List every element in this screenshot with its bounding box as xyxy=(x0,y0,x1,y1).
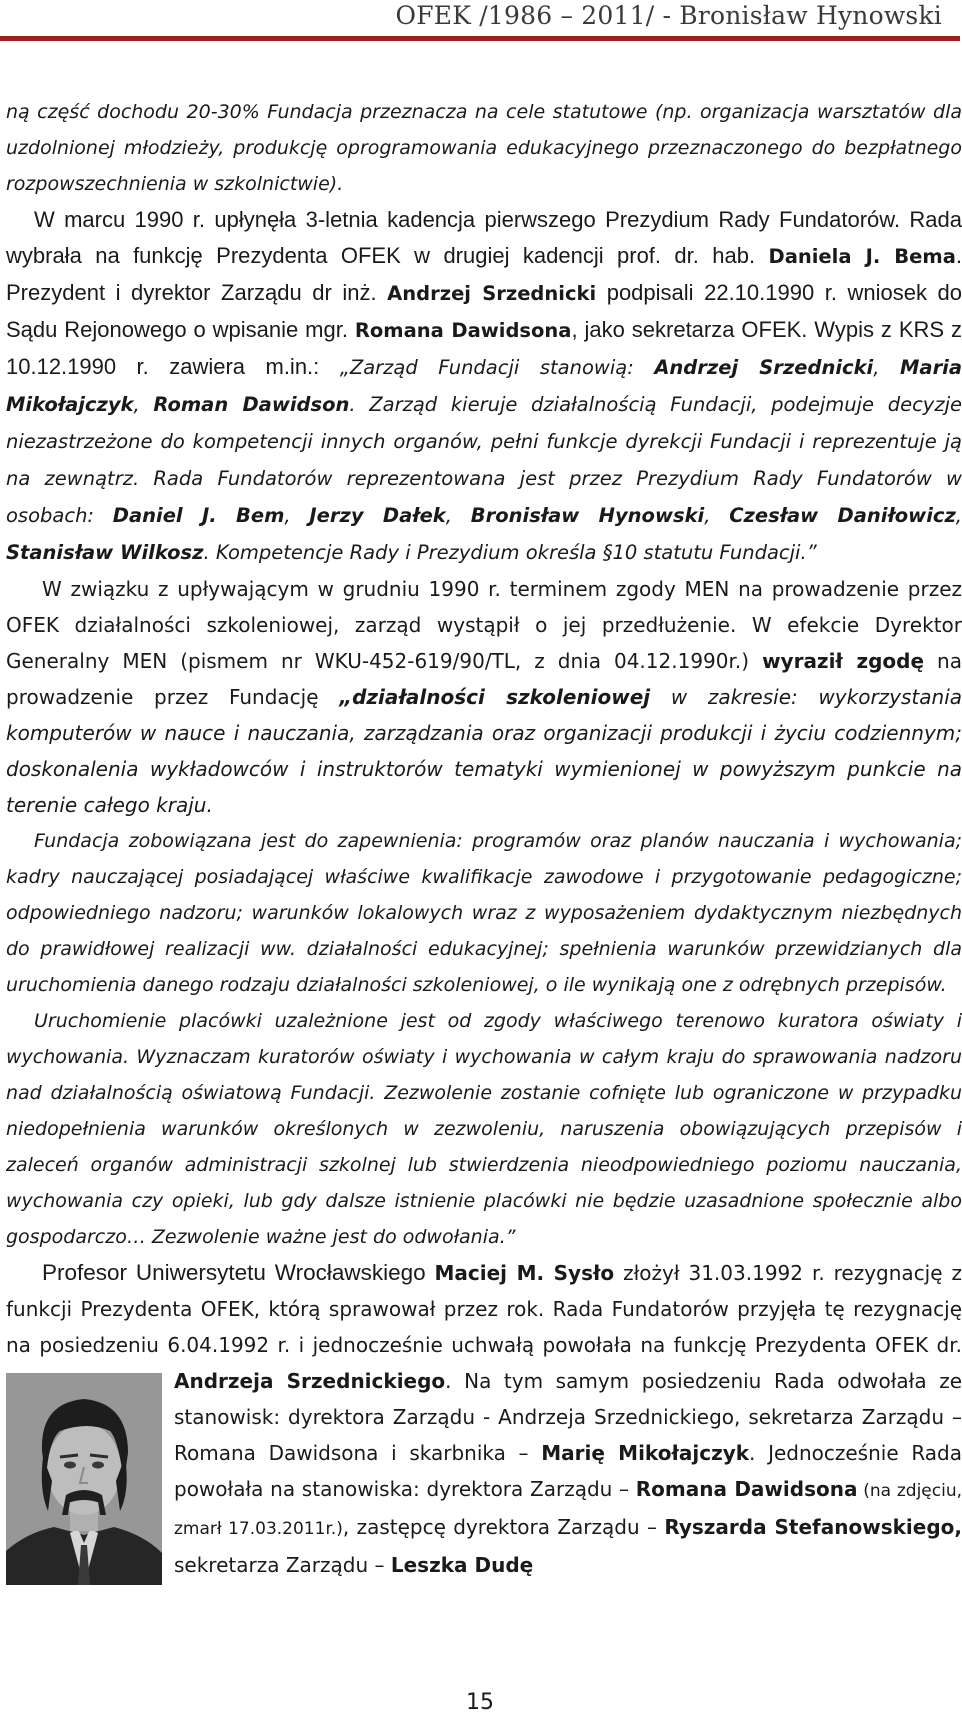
portrait-photo-image xyxy=(6,1373,162,1585)
p2-name-hynowski: Bronisław Hynowski xyxy=(470,504,705,527)
p4-text: Fundacja zobowiązana jest do zapewnienia: programów oraz planów nauczania i wychowania; kadry nauczającej posiadającej właściwe kwalifikacje zawodowe i przygotowanie pedagogiczne; odpowiedniego nadzoru; warunków lokalowych wraz z wyposażeniem dydaktycznym niezbędnych do prawidłowej realizacji ww. działalności edukacyjnej; spełnienia warunków przewidzianych dla uruchomienia danego rodzaju działalności szkoleniowej, o ile wynikają one z odrębnych przepisów. xyxy=(6,830,962,996)
p2-name-srzednicki-2: Andrzej Srzednicki xyxy=(654,356,874,379)
page-body xyxy=(6,94,962,1589)
p2-name-dawidson: Romana Dawidsona xyxy=(354,319,572,342)
p2-text-a: W marcu 1990 r. upłynęła 3-letnia kadencja pierwszego Prezydium Rady Fundatorów. Rada wybrała na funkcję Prezydenta OFEK w drugiej kadencji prof. dr. hab. xyxy=(6,207,962,268)
p6-text-j: , zastępcę dyrektora Zarządu – xyxy=(342,1515,665,1539)
p2-name-wilkosz: Stanisław Wilkosz xyxy=(6,541,204,564)
p6-text-c: złożył 31.03.1992 r. rezygnację z funkcji Prezydenta OFEK, którą sprawował przez rok. Rada Fundatorów przyjęła tę rezygnację na posiedzeniu 6.04.1992 r. i jednocześnie uchwałą powołała na funkcję Prezydenta OFEK dr. xyxy=(6,1261,962,1357)
p6-text-l: sekretarza Zarządu – xyxy=(174,1553,391,1577)
p6-name-srzednicki: Andrzeja Srzednickiego xyxy=(174,1369,446,1393)
p2-name-dalek: Jerzy Dałek xyxy=(309,504,446,527)
p2-name-bem: Daniela J. Bema xyxy=(768,245,956,268)
p2-text-n: . Zarząd kieruje działalnością Fundacji, podejmuje decyzje niezastrzeżone do kompetencji innych organów, pełni funkcje dyrekcji Fundacji i reprezentuje ją na zewnątrz. Rada Fundatorów reprezentowana jest przez Prezydium Rady Fundatorów w osobach: xyxy=(6,393,962,527)
p2-sep-3: , xyxy=(284,504,310,527)
running-header xyxy=(0,0,960,40)
p2-text-x: . Kompetencje Rady i Prezydium określa §10 statutu Fundacji.” xyxy=(203,541,817,564)
p6-name-duda: Leszka Dudę xyxy=(390,1553,534,1577)
p2-sep-2: , xyxy=(133,393,154,416)
p3-text-a: W związku z upływającym w grudniu 1990 r. terminem zgody MEN na prowadzenie przez OFEK działalności szkoleniowej, zarząd wystąpił o jej przedłużenie. W efekcie Dyrektor Generalny MEN (pismem nr WKU-452-619/90/TL, z dnia 04.12.1990r.) xyxy=(6,577,962,673)
p2-name-srzednicki: Andrzej Srzednicki xyxy=(387,282,597,305)
p2-name-mikolajczyk: Maria Mikołajczyk xyxy=(6,356,962,416)
header-title: OFEK /1986 – 2011/ - Bronisław Hynowski xyxy=(395,1,942,30)
p2-quote-start: „Zarząd Fundacji stanowią: xyxy=(339,356,655,379)
portrait-photo xyxy=(6,1373,162,1585)
p6-name-stefanowski: Ryszarda Stefanowskiego, xyxy=(664,1515,962,1539)
paragraph-3 xyxy=(6,571,962,823)
p2-name-dawidson-2: Roman Dawidson xyxy=(153,393,350,416)
paragraph-2 xyxy=(6,202,962,571)
p2-sep-5: , xyxy=(704,504,730,527)
p3-bold-training: „działalności szkoleniowej xyxy=(339,685,651,709)
paragraph-6 xyxy=(6,1255,962,1583)
p3-bold-consent: wyraził zgodę xyxy=(762,649,925,673)
p3-text-c: na prowadzenie przez Fundację xyxy=(6,649,962,709)
p2-text-c: . Prezydent i dyrektor Zarządu dr inż. xyxy=(6,243,962,305)
p6-text-e: . Na tym samym posiedzeniu Rada odwołała ze stanowisk: dyrektora Zarządu - Andrzeja Srzednickiego, sekretarza Zarządu – Romana Dawidsona i skarbnika – xyxy=(174,1369,962,1465)
header-rule xyxy=(0,36,960,41)
p2-text-e: podpisali 22.10.1990 r. wniosek do Sądu Rejonowego o wpisanie mgr. xyxy=(6,280,962,342)
p5-text: Uruchomienie placówki uzależnione jest od zgody właściwego terenowo kuratora oświaty i wychowania. Wyznaczam kuratorów oświaty i wychowania w całym kraju do sprawowania nadzoru nad działalnością oświatową Fundacji. Zezwolenie zostanie cofnięte lub ograniczone w przypadku niedopełnienia warunków określonych w zezwoleniu, naruszenia obowiązujących przepisów i zaleceń organów administracji szkolnej lub stwierdzenia nieodpowiedniego poziomu nauczania, wychowania czy opieki, lub gdy dalsze istnienie placówki nie będzie uzasadnione społecznie albo gospodarczo… Zezwolenie ważne jest do odwołania.” xyxy=(6,1010,962,1248)
p2-text-g: , jako sekretarza OFEK. Wypis z KRS z 10.12.1990 r. zawiera m.in.: xyxy=(6,317,962,379)
p2-name-danilowicz: Czesław Daniłowicz xyxy=(729,504,956,527)
p2-sep-4: , xyxy=(445,504,471,527)
p6-photo-caption: (na zdjęciu, zmarł 17.03.2011r.) xyxy=(174,1481,962,1539)
p6-name-mikolajczyk: Marię Mikołajczyk xyxy=(541,1441,750,1465)
p3-text-e: w zakresie: wykorzystania komputerów w nauce i nauczania, zarządzania oraz organizacji produkcji i życiu codziennym; doskonalenia wykładowców i instruktorów tematyki wymienionej w powyższym punkcie na terenie całego kraju. xyxy=(6,685,962,817)
paragraph-5 xyxy=(6,1003,962,1255)
p2-sep-6: , xyxy=(955,504,962,527)
p2-sep-1: , xyxy=(873,356,900,379)
page-number: 15 xyxy=(466,1690,494,1715)
p6-name-syslo: Maciej M. Sysło xyxy=(434,1261,615,1285)
p6-text-g: . Jednocześnie Rada powołała na stanowiska: dyrektora Zarządu – xyxy=(174,1441,962,1501)
paragraph-4 xyxy=(6,823,962,1003)
paragraph-1 xyxy=(6,94,962,202)
p6-text-a: Profesor Uniwersytetu Wrocławskiego xyxy=(42,1260,435,1285)
p6-name-dawidson: Romana Dawidsona xyxy=(635,1477,858,1501)
p2-name-bem-2: Daniel J. Bem xyxy=(112,504,285,527)
p1-text: ną część dochodu 20-30% Fundacja przeznacza na cele statutowe (np. organizacja warsztatów dla uzdolnionej młodzieży, produkcję oprogramowania edukacyjnego przeznaczonego do bezpłatnego rozpowszechnienia w szkolnictwie). xyxy=(6,101,962,195)
